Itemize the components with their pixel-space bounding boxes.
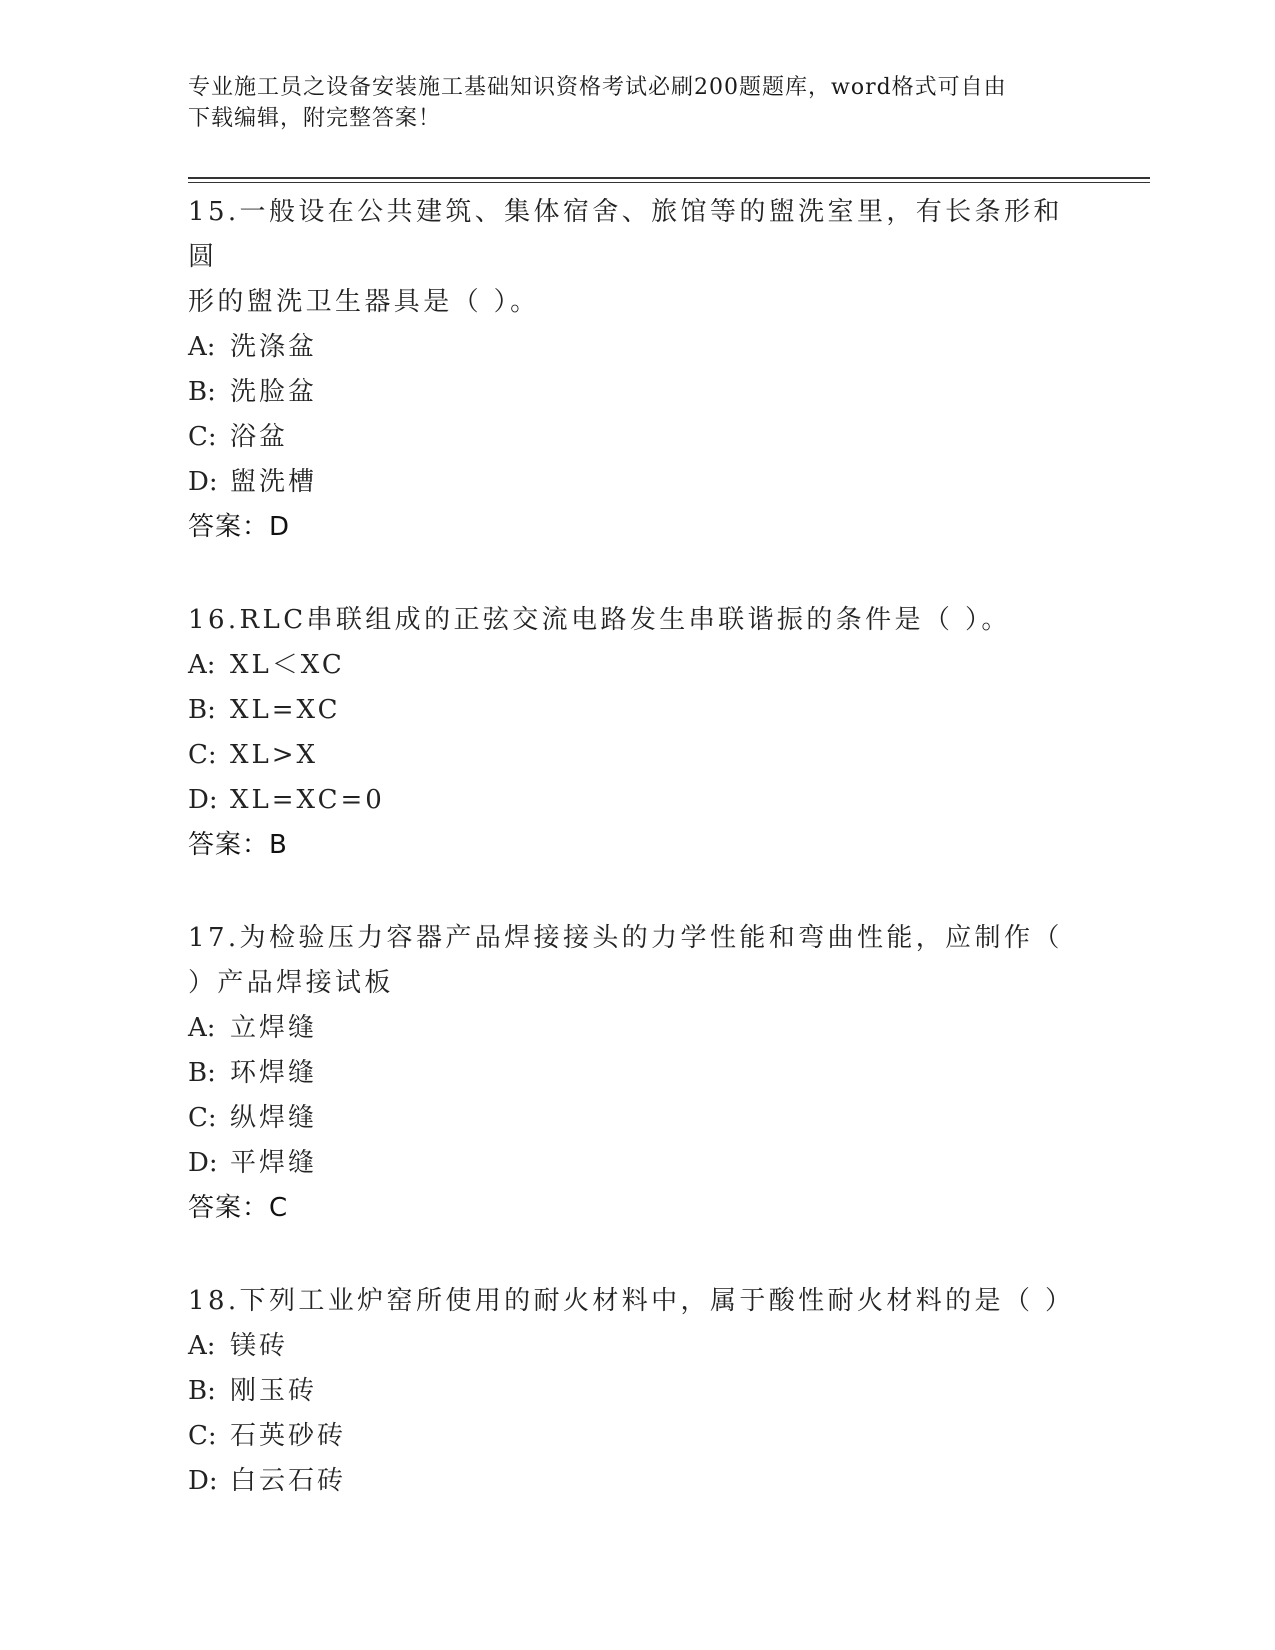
option-key: D:: [188, 785, 218, 815]
option-b: [188, 1369, 1088, 1414]
option-key: D:: [188, 1466, 218, 1496]
option-key: A:: [188, 650, 216, 680]
option-key: B:: [188, 695, 216, 725]
question-text-line: 形的盥洗卫生器具是（ ）。: [188, 287, 540, 317]
option-text: 洗脸盆: [230, 377, 318, 407]
option-b: [188, 370, 1088, 415]
option-text: XL=XC: [230, 695, 341, 725]
option-d: [188, 460, 1088, 505]
option-b: [188, 1051, 1088, 1096]
option-a: [188, 1324, 1088, 1369]
option-key: A:: [188, 1013, 216, 1043]
question-17: [188, 916, 1088, 1231]
option-text: 环焊缝: [230, 1058, 318, 1088]
header-divider-thick: [188, 177, 1150, 179]
question-text-line: 16.RLC串联组成的正弦交流电路发生串联谐振的条件是（ ）。: [188, 605, 1011, 635]
option-key: B:: [188, 1058, 216, 1088]
option-c: [188, 1414, 1088, 1459]
option-a: [188, 643, 1088, 688]
option-key: D:: [188, 467, 218, 497]
question-18: [188, 1279, 1088, 1504]
question-list: [188, 190, 1088, 1552]
option-key: B:: [188, 1376, 216, 1406]
question-text-line: 17.为检验压力容器产品焊接接头的力学性能和弯曲性能，应制作（: [188, 923, 1063, 953]
answer-line: 答案：C: [188, 1193, 289, 1223]
header-line-1: 专业施工员之设备安装施工基础知识资格考试必刷200题题库，word格式可自由: [188, 75, 1007, 100]
option-text: XL>X: [230, 740, 319, 770]
question-15: [188, 190, 1088, 550]
option-text: 洗涤盆: [230, 332, 318, 362]
option-text: 石英砂砖: [230, 1421, 347, 1451]
option-text: 纵焊缝: [230, 1103, 318, 1133]
document-header: [188, 72, 1068, 134]
option-key: C:: [188, 422, 217, 452]
option-b: [188, 688, 1088, 733]
header-line-2: 下载编辑，附完整答案！: [188, 106, 442, 131]
option-c: [188, 1096, 1088, 1141]
option-key: C:: [188, 740, 217, 770]
question-text-line: 18.下列工业炉窑所使用的耐火材料中，属于酸性耐火材料的是（ ）: [188, 1286, 1075, 1316]
header-divider-thin: [188, 182, 1150, 183]
option-text: 白云石砖: [230, 1466, 347, 1496]
option-a: [188, 325, 1088, 370]
option-text: 立焊缝: [230, 1013, 318, 1043]
option-key: A:: [188, 332, 216, 362]
question-text-line: ）产品焊接试板: [188, 968, 394, 998]
question-16: [188, 598, 1088, 868]
answer-line: 答案：B: [188, 830, 288, 860]
option-text: 浴盆: [230, 422, 289, 452]
option-c: [188, 733, 1088, 778]
option-c: [188, 415, 1088, 460]
option-d: [188, 1141, 1088, 1186]
option-text: XL＜XC: [230, 650, 345, 680]
option-text: XL=XC=0: [230, 785, 385, 815]
option-key: B:: [188, 377, 216, 407]
answer-line: 答案：D: [188, 512, 291, 542]
option-d: [188, 1459, 1088, 1504]
option-text: 镁砖: [230, 1331, 289, 1361]
question-text-line: 15.一般设在公共建筑、集体宿舍、旅馆等的盥洗室里，有长条形和圆: [188, 197, 1063, 272]
option-key: C:: [188, 1421, 217, 1451]
option-a: [188, 1006, 1088, 1051]
option-text: 平焊缝: [230, 1148, 318, 1178]
option-d: [188, 778, 1088, 823]
option-key: A:: [188, 1331, 216, 1361]
option-key: C:: [188, 1103, 217, 1133]
option-key: D:: [188, 1148, 218, 1178]
option-text: 刚玉砖: [230, 1376, 318, 1406]
option-text: 盥洗槽: [230, 467, 318, 497]
